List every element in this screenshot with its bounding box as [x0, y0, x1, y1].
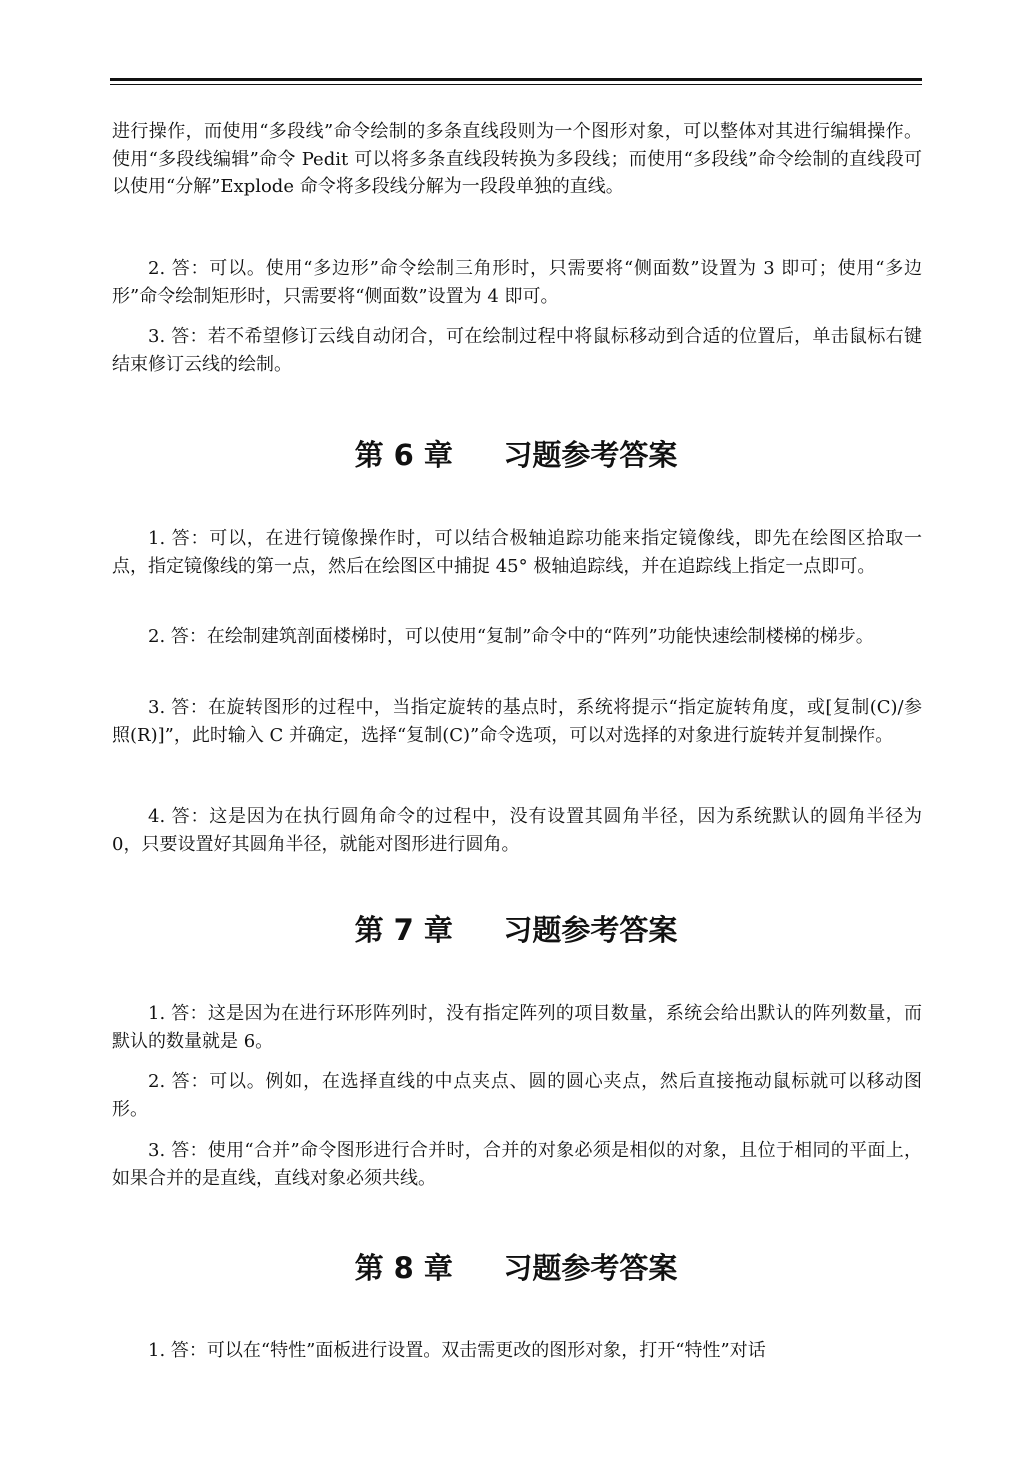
- answer-8-1: 1. 答：可以在“特性”面板进行设置。双击需更改的图形对象，打开“特性”对话: [148, 1340, 766, 1361]
- chapter-8-heading: 第 8 章 习题参考答案: [354, 1251, 678, 1285]
- answer-7-2: 2. 答：可以。例如，在选择直线的中点夹点、圆的圆心夹点，然后直接拖动鼠标就可以移动图形。: [112, 1071, 922, 1120]
- answer-7-1: 1. 答：这是因为在进行环形阵列时，没有指定阵列的项目数量，系统会给出默认的阵列数量，而默认的数量就是 6。: [112, 1003, 922, 1052]
- header-rule-thin: [110, 84, 922, 85]
- answer-7-3: 3. 答：使用“合并”命令图形进行合并时，合并的对象必须是相似的对象，且位于相同的平面上，如果合并的是直线，直线对象必须共线。: [112, 1140, 922, 1189]
- answer-6-4: 4. 答：这是因为在执行圆角命令的过程中，没有设置其圆角半径，因为系统默认的圆角半径为 0，只要设置好其圆角半径，就能对图形进行圆角。: [112, 806, 922, 855]
- paragraph-continuation: 进行操作，而使用“多段线”命令绘制的多条直线段则为一个图形对象，可以整体对其进行编辑操作。使用“多段线编辑”命令 Pedit 可以将多条直线段转换为多段线；而使用“多段线”命令绘制的直线段可以使用“分解”Explode 命令将多段线分解为一段段单独的直线。: [112, 121, 922, 197]
- chapter-7-heading: 第 7 章 习题参考答案: [354, 913, 678, 947]
- answer-6-3: 3. 答：在旋转图形的过程中，当指定旋转的基点时，系统将提示“指定旋转角度，或[复制(C)/参照(R)]”，此时输入 C 并确定，选择“复制(C)”命令选项，可以对选择的对象进行旋转并复制操作。: [112, 697, 922, 746]
- answer-5-2: 2. 答：可以。使用“多边形”命令绘制三角形时，只需要将“侧面数”设置为 3 即可；使用“多边形”命令绘制矩形时，只需要将“侧面数”设置为 4 即可。: [112, 258, 922, 307]
- chapter-6-heading: 第 6 章 习题参考答案: [354, 438, 678, 472]
- answer-6-1: 1. 答：可以，在进行镜像操作时，可以结合极轴追踪功能来指定镜像线，即先在绘图区拾取一点，指定镜像线的第一点，然后在绘图区中捕捉 45° 极轴追踪线，并在追踪线上指定一点即可。: [112, 528, 922, 577]
- answer-6-2: 2. 答：在绘制建筑剖面楼梯时，可以使用“复制”命令中的“阵列”功能快速绘制楼梯的梯步。: [148, 626, 874, 647]
- header-rule-thick: [110, 78, 922, 81]
- answer-5-3: 3. 答：若不希望修订云线自动闭合，可在绘制过程中将鼠标移动到合适的位置后，单击鼠标右键结束修订云线的绘制。: [112, 326, 922, 375]
